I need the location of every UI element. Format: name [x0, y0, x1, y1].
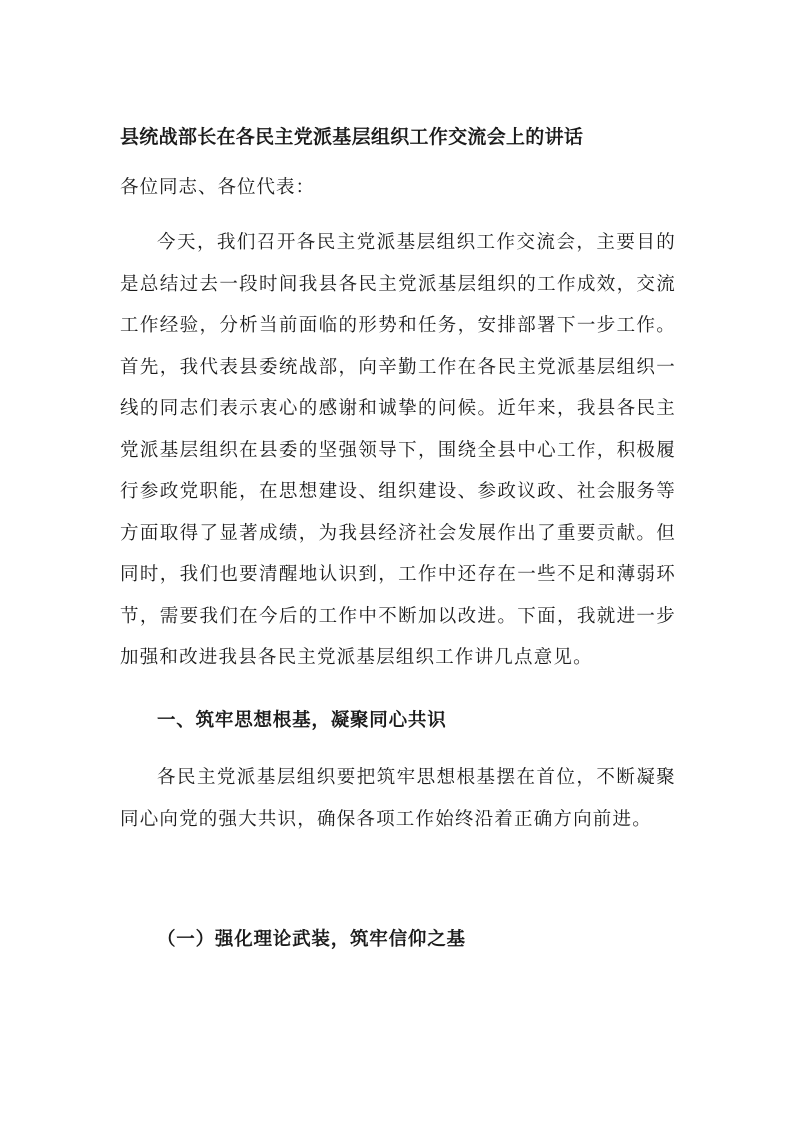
document-title: 县统战部长在各民主党派基层组织工作交流会上的讲话 [120, 126, 584, 148]
section-heading-1: 一、筑牢思想根基，凝聚同心共识 [157, 710, 447, 731]
body-paragraph-section-1: 各民主党派基层组织要把筑牢思想根基摆在首位，不断凝聚同心向党的强大共识，确保各项工作始终沿着正确方向前进。 [120, 767, 676, 830]
greeting: 各位同志、各位代表： [120, 177, 316, 198]
subsection-heading-1: （一）强化理论武装，筑牢信仰之基 [157, 929, 466, 950]
body-paragraph-intro: 今天，我们召开各民主党派基层组织工作交流会，主要目的是总结过去一段时间我县各民主党派基层组织的工作成效，交流工作经验，分析当前面临的形势和任务，安排部署下一步工作。首先，我代表县委统战部，向辛勤工作在各民主党派基层组织一线的同志们表示衷心的感谢和诚挚的问候。近年来，我县各民主党派基层组织在县委的坚强领导下，围绕全县中心工作，积极履行参政党职能，在思想建设、组织建设、参政议政、社会服务等方面取得了显著成绩，为我县经济社会发展作出了重要贡献。但同时，我们也要清醒地认识到，工作中还存在一些不足和薄弱环节，需要我们在今后的工作中不断加以改进。下面，我就进一步加强和改进我县各民主党派基层组织工作讲几点意见。 [120, 232, 676, 668]
